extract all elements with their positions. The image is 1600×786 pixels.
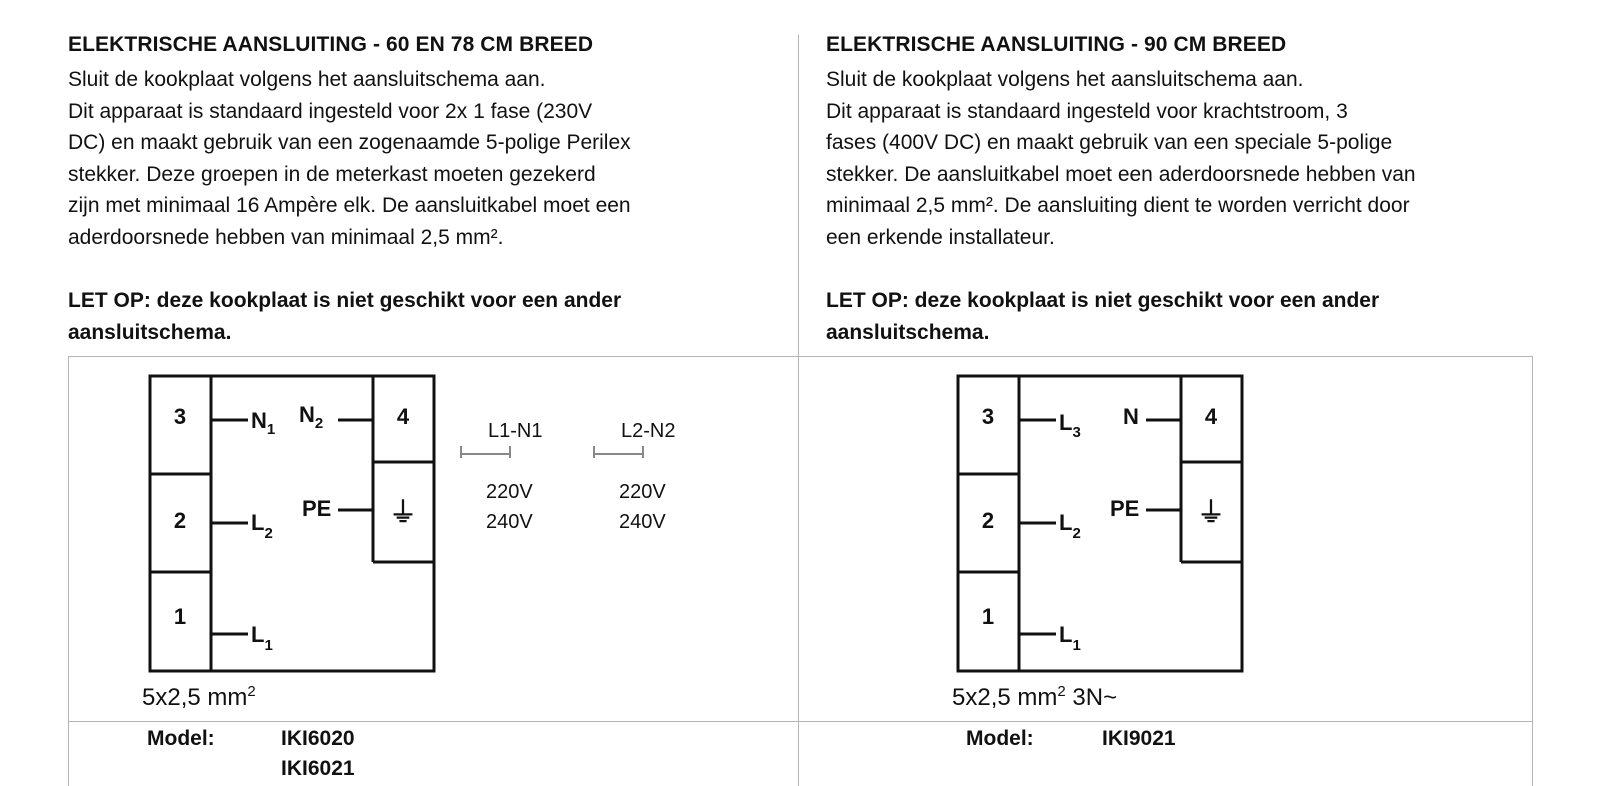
right-cable-sup: 2 [1057, 683, 1066, 700]
left-body-line: Dit apparaat is standaard ingesteld voor 2x 1 fase (230V [68, 99, 593, 123]
left-warning-line: LET OP: deze kookplaat is niet geschikt voor een ander [68, 289, 622, 312]
right-warning-line: LET OP: deze kookplaat is niet geschikt voor een ander [826, 289, 1380, 312]
left-terminal-3: 3 [173, 404, 187, 429]
right-body-line: minimaal 2,5 mm². De aansluiting dient te worden verricht door [826, 194, 1410, 217]
left-body-line: DC) en maakt gebruik van een zogenaamde 5-polige Perilex [68, 131, 631, 154]
right-label-l3: $L_3$ [1059, 410, 1081, 441]
right-body-line: fases (400V DC) en maakt gebruik van een speciale 5-polige [826, 131, 1393, 154]
right-wiring-diagram [948, 366, 1248, 676]
right-label-l1: $L_1$ [1059, 622, 1081, 654]
right-body-line: stekker. De aansluitkabel moet een aderdoorsnede hebben van [826, 162, 1416, 186]
right-body-text [826, 64, 1416, 253]
left-model-label: Model: [147, 727, 215, 750]
left-body-text [68, 64, 631, 253]
right-terminal-2: 2 [981, 508, 995, 533]
left-voltage-value: 240V [619, 511, 666, 533]
model-row-divider [68, 721, 1533, 722]
left-cable-main: 5x2,5 mm [142, 684, 248, 711]
column-divider [798, 35, 799, 786]
left-cable-sup: 2 [247, 683, 256, 700]
left-body-line: Sluit de kookplaat volgens het aansluitschema aan. [68, 68, 546, 91]
right-model-label: Model: [966, 727, 1034, 750]
ground-icon: ⏚ [388, 497, 418, 528]
left-label-n2: $N_2$ [299, 402, 324, 432]
diagram-box-top-border [68, 356, 1533, 357]
right-model-name: IKI9021 [1102, 727, 1176, 750]
left-warning-line: aansluitschema. [68, 320, 232, 344]
left-voltage-value: 220V [486, 481, 533, 503]
right-terminal-1: 1 [981, 604, 995, 629]
left-label-l1: $L_1$ [251, 622, 273, 654]
right-cable-suffix: 3N~ [1072, 684, 1118, 711]
left-body-line: aderdoorsnede hebben van minimaal 2,5 mm². [68, 225, 504, 249]
right-body-line: Dit apparaat is standaard ingesteld voor krachtstroom, 3 [826, 99, 1348, 123]
right-cable-main: 5x2,5 mm [952, 684, 1058, 711]
left-wiring-diagram [140, 366, 680, 676]
right-heading: ELEKTRISCHE AANSLUITING - 90 CM BREED [826, 33, 1287, 56]
left-terminal-4: 4 [396, 404, 410, 429]
left-model-name: IKI6020 [281, 727, 355, 750]
right-warning [826, 285, 1379, 348]
left-voltage-header: L1-N1 [488, 420, 543, 442]
left-terminal-1: 1 [173, 604, 187, 629]
ground-icon: ⏚ [1196, 497, 1226, 528]
left-terminal-2: 2 [173, 508, 187, 533]
right-label-pe: PE [1110, 496, 1140, 521]
left-voltage-value: 240V [486, 511, 533, 533]
right-body-line: Sluit de kookplaat volgens het aansluitschema aan. [826, 68, 1304, 91]
span-arrow-icon [461, 446, 643, 458]
left-voltage-table [486, 420, 675, 533]
left-voltage-header: L2-N2 [621, 420, 676, 442]
left-heading: ELEKTRISCHE AANSLUITING - 60 EN 78 CM BREED [68, 33, 594, 56]
right-warning-line: aansluitschema. [826, 320, 990, 344]
left-voltage-value: 220V [619, 481, 666, 503]
left-cable-spec [142, 683, 256, 712]
left-model-name: IKI6021 [281, 757, 355, 780]
left-label-n1: $N_1$ [251, 408, 276, 438]
left-label-l2: $L_2$ [251, 510, 273, 542]
right-cable-spec [952, 683, 1117, 712]
right-terminal-4: 4 [1204, 404, 1218, 429]
right-label-n: N [1123, 404, 1139, 429]
left-body-line: zijn met minimaal 16 Ampère elk. De aansluitkabel moet een [68, 194, 631, 217]
right-label-l2: $L_2$ [1059, 510, 1081, 542]
right-body-line: een erkende installateur. [826, 225, 1055, 249]
right-terminal-3: 3 [981, 404, 995, 429]
left-label-pe: PE [302, 496, 332, 521]
left-warning [68, 285, 621, 348]
left-body-line: stekker. Deze groepen in de meterkast moeten gezekerd [68, 162, 596, 186]
